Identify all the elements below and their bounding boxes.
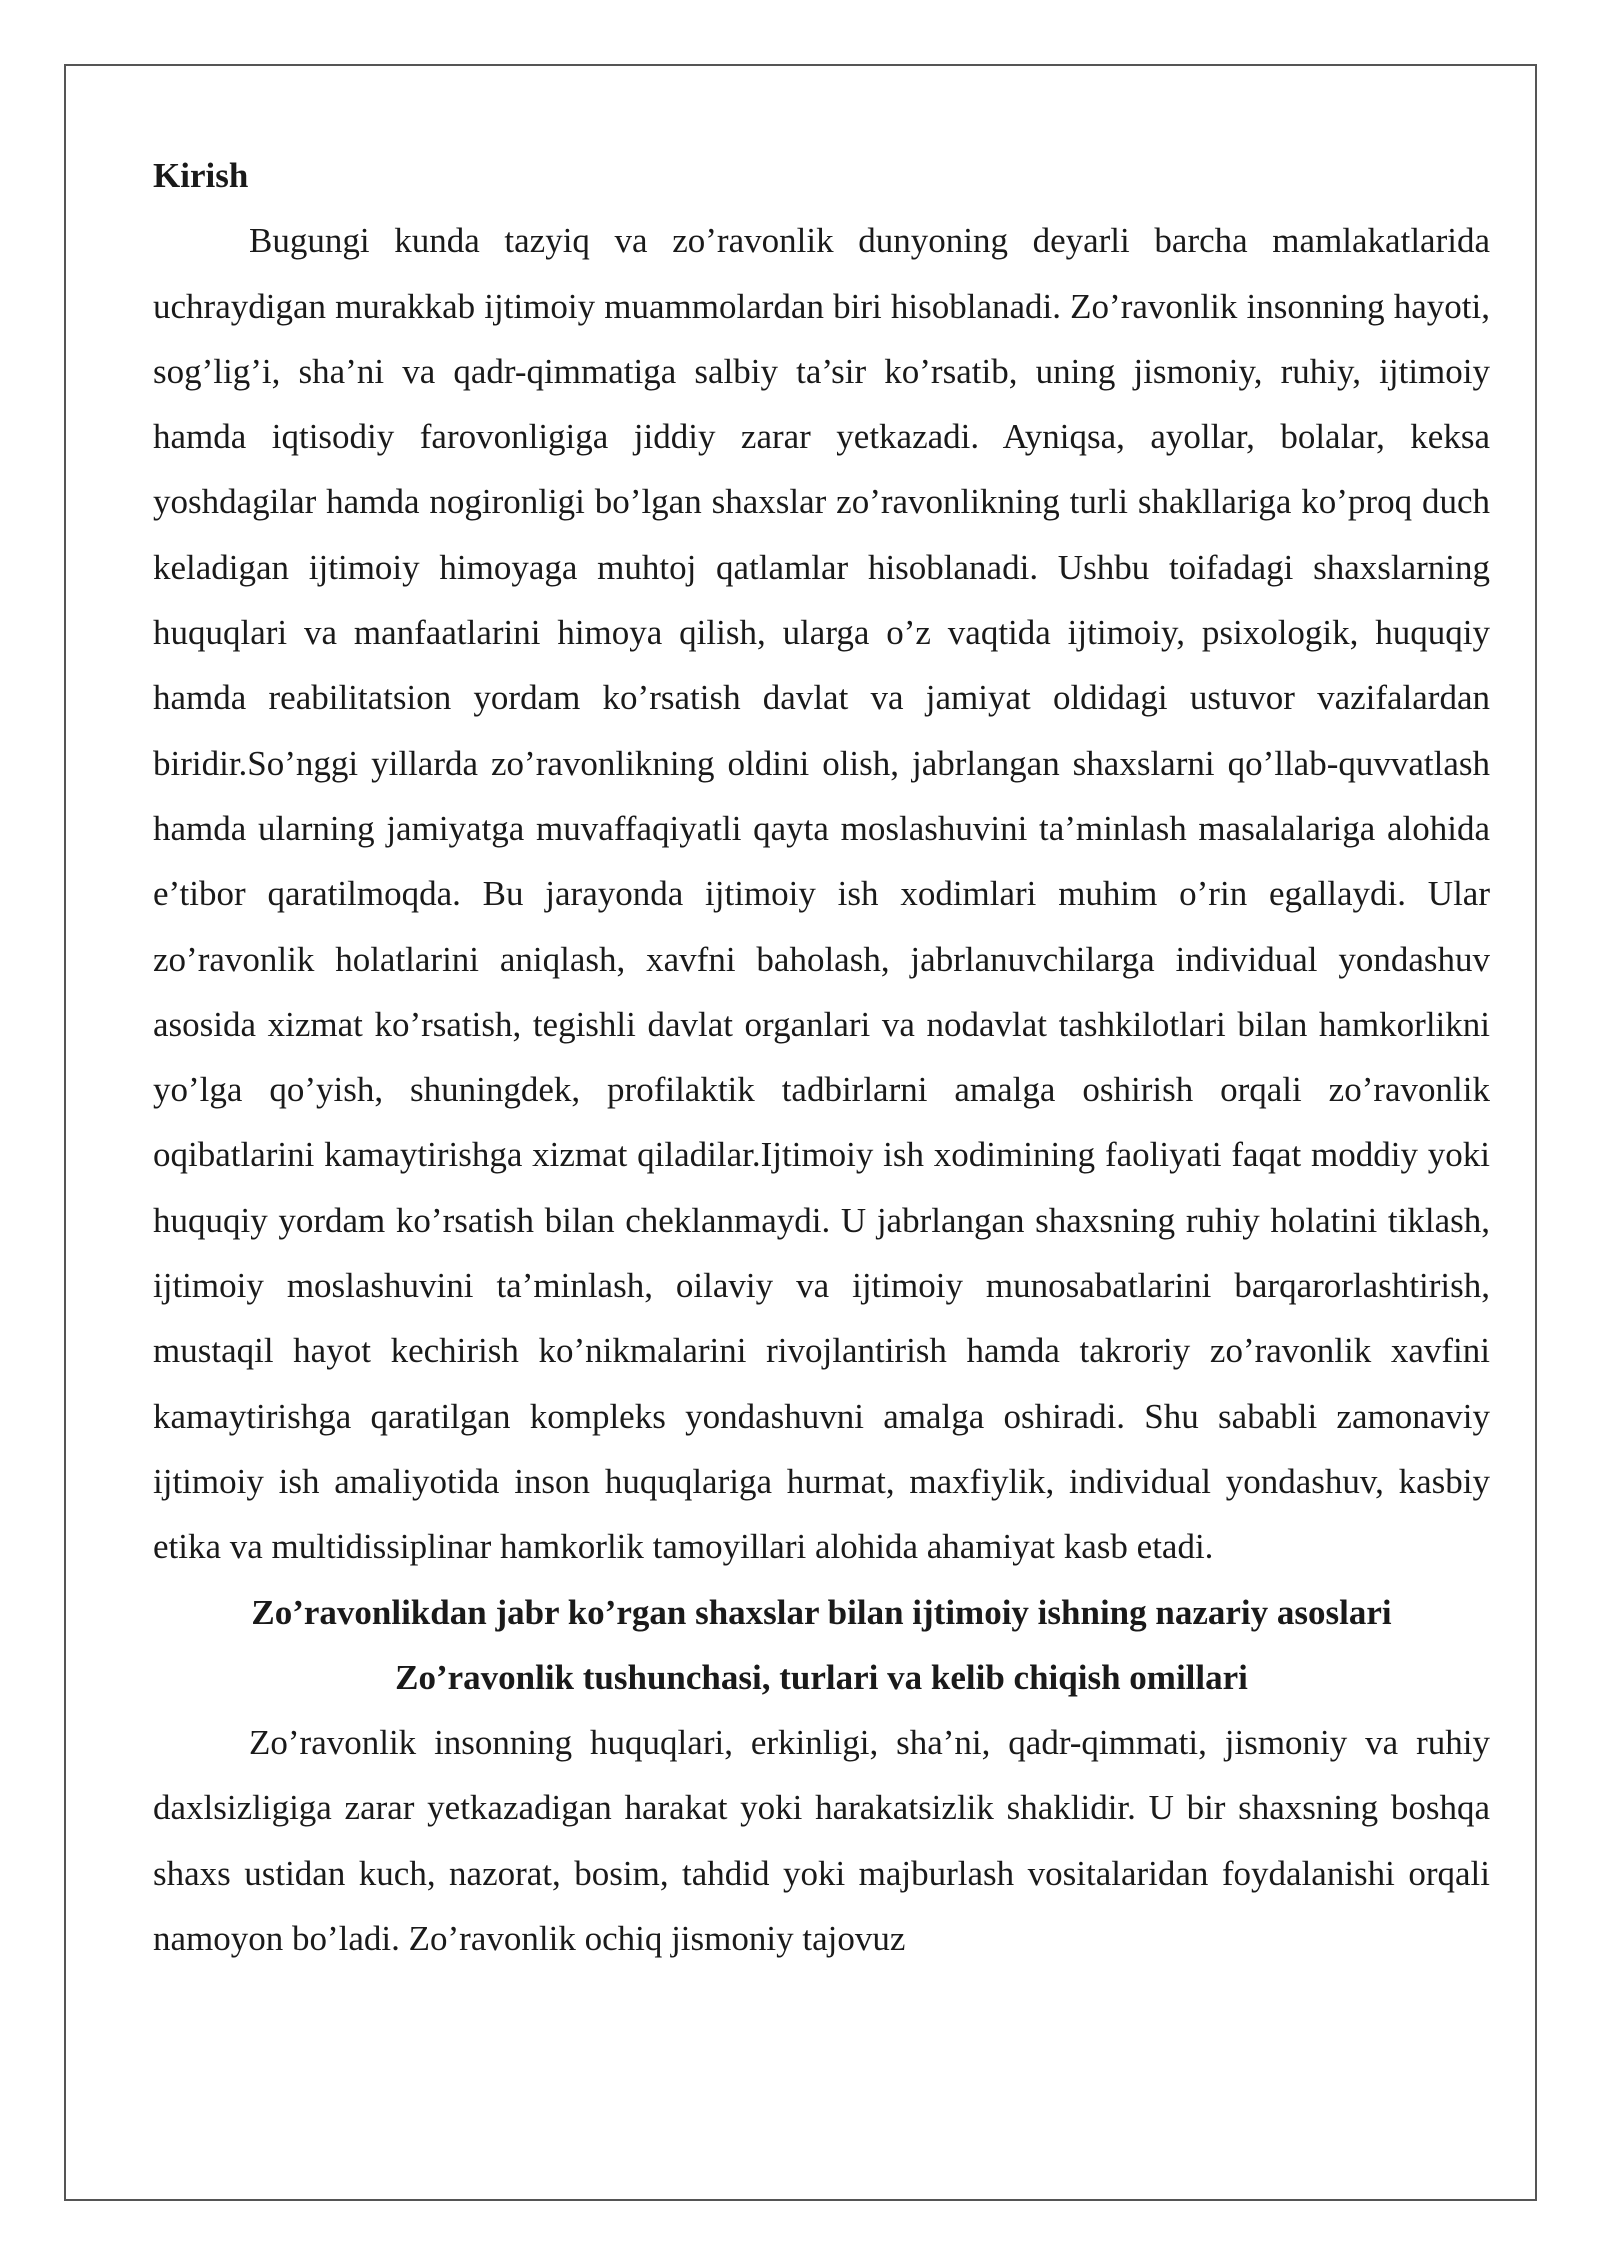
intro-paragraph: Bugungi kunda tazyiq va zo’ravonlik dunyoning deyarli barcha mamlakatlarida uchraydigan murakkab ijtimoiy muammolardan biri hisoblanadi. Zo’ravonlik insonning hayoti, sog’lig’i, sha’ni va qadr-qimmatiga salbiy ta’sir ko’rsatib, uning jismoniy, ruhiy, ijtimoiy hamda iqtisodiy farovonligiga jiddiy zarar yetkazadi. Ayniqsa, ayollar, bolalar, keksa yoshdagilar hamda nogironligi bo’lgan shaxslar zo’ravonlikning turli shakllariga ko’proq duch keladigan ijtimoiy himoyaga muhtoj qatlamlar hisoblanadi. Ushbu toifadagi shaxslarning huquqlari va manfaatlarini himoya qilish, ularga o’z vaqtida ijtimoiy, psixologik, huquqiy hamda reabilitatsion yordam ko’rsatish davlat va jamiyat oldidagi ustuvor vazifalardan biridir.So’nggi yillarda zo’ravonlikning oldini olish, jabrlangan shaxslarni qo’llab-quvvatlash hamda ularning jamiyatga muvaffaqiyatli qayta moslashuvini ta’minlash masalalariga alohida e’tibor qaratilmoqda. Bu jarayonda ijtimoiy ish xodimlari muhim o’rin egallaydi. Ular zo’ravonlik holatlarini aniqlash, xavfni baholash, jabrlanuvchilarga individual yondashuv asosida xizmat ko’rsatish, tegishli davlat organlari va nodavlat tashkilotlari bilan hamkorlikni yo’lga qo’yish, shuningdek, profilaktik tadbirlarni amalga oshirish orqali zo’ravonlik oqibatlarini kamaytirishga xizmat qiladilar.Ijtimoiy ish xodimining faoliyati faqat moddiy yoki huquqiy yordam ko’rsatish bilan cheklanmaydi. U jabrlangan shaxsning ruhiy holatini tiklash, ijtimoiy moslashuvini ta’minlash, oilaviy va ijtimoiy munosabatlarini barqarorlashtirish, mustaqil hayot kechirish ko’nikmalarini rivojlantirish hamda takroriy zo’ravonlik xavfini kamaytirishga qaratilgan kompleks yondashuvni amalga oshiradi. Shu sababli zamonaviy ijtimoiy ish amaliyotida inson huquqlariga hurmat, maxfiylik, individual yondashuv, kasbiy etika va multidissiplinar hamkorlik tamoyillari alohida ahamiyat kasb etadi. bbox=[153, 221, 1490, 1567]
document-body bbox=[153, 143, 1490, 1971]
body-paragraph: Zo’ravonlik insonning huquqlari, erkinligi, sha’ni, qadr-qimmati, jismoniy va ruhiy daxlsizligiga zarar yetkazadigan harakat yoki harakatsizlik shaklidir. U bir shaxsning boshqa shaxs ustidan kuch, nazorat, bosim, tahdid yoki majburlash vositalaridan foydalanishi orqali namoyon bo’ladi. Zo’ravonlik ochiq jismoniy tajovuz bbox=[153, 1723, 1490, 1959]
section-title: Zo’ravonlikdan jabr ko’rgan shaxslar bilan ijtimoiy ishning nazariy asoslari bbox=[251, 1592, 1392, 1632]
subsection-title: Zo’ravonlik tushunchasi, turlari va kelib chiqish omillari bbox=[395, 1657, 1248, 1697]
heading-kirish: Kirish bbox=[153, 156, 249, 195]
